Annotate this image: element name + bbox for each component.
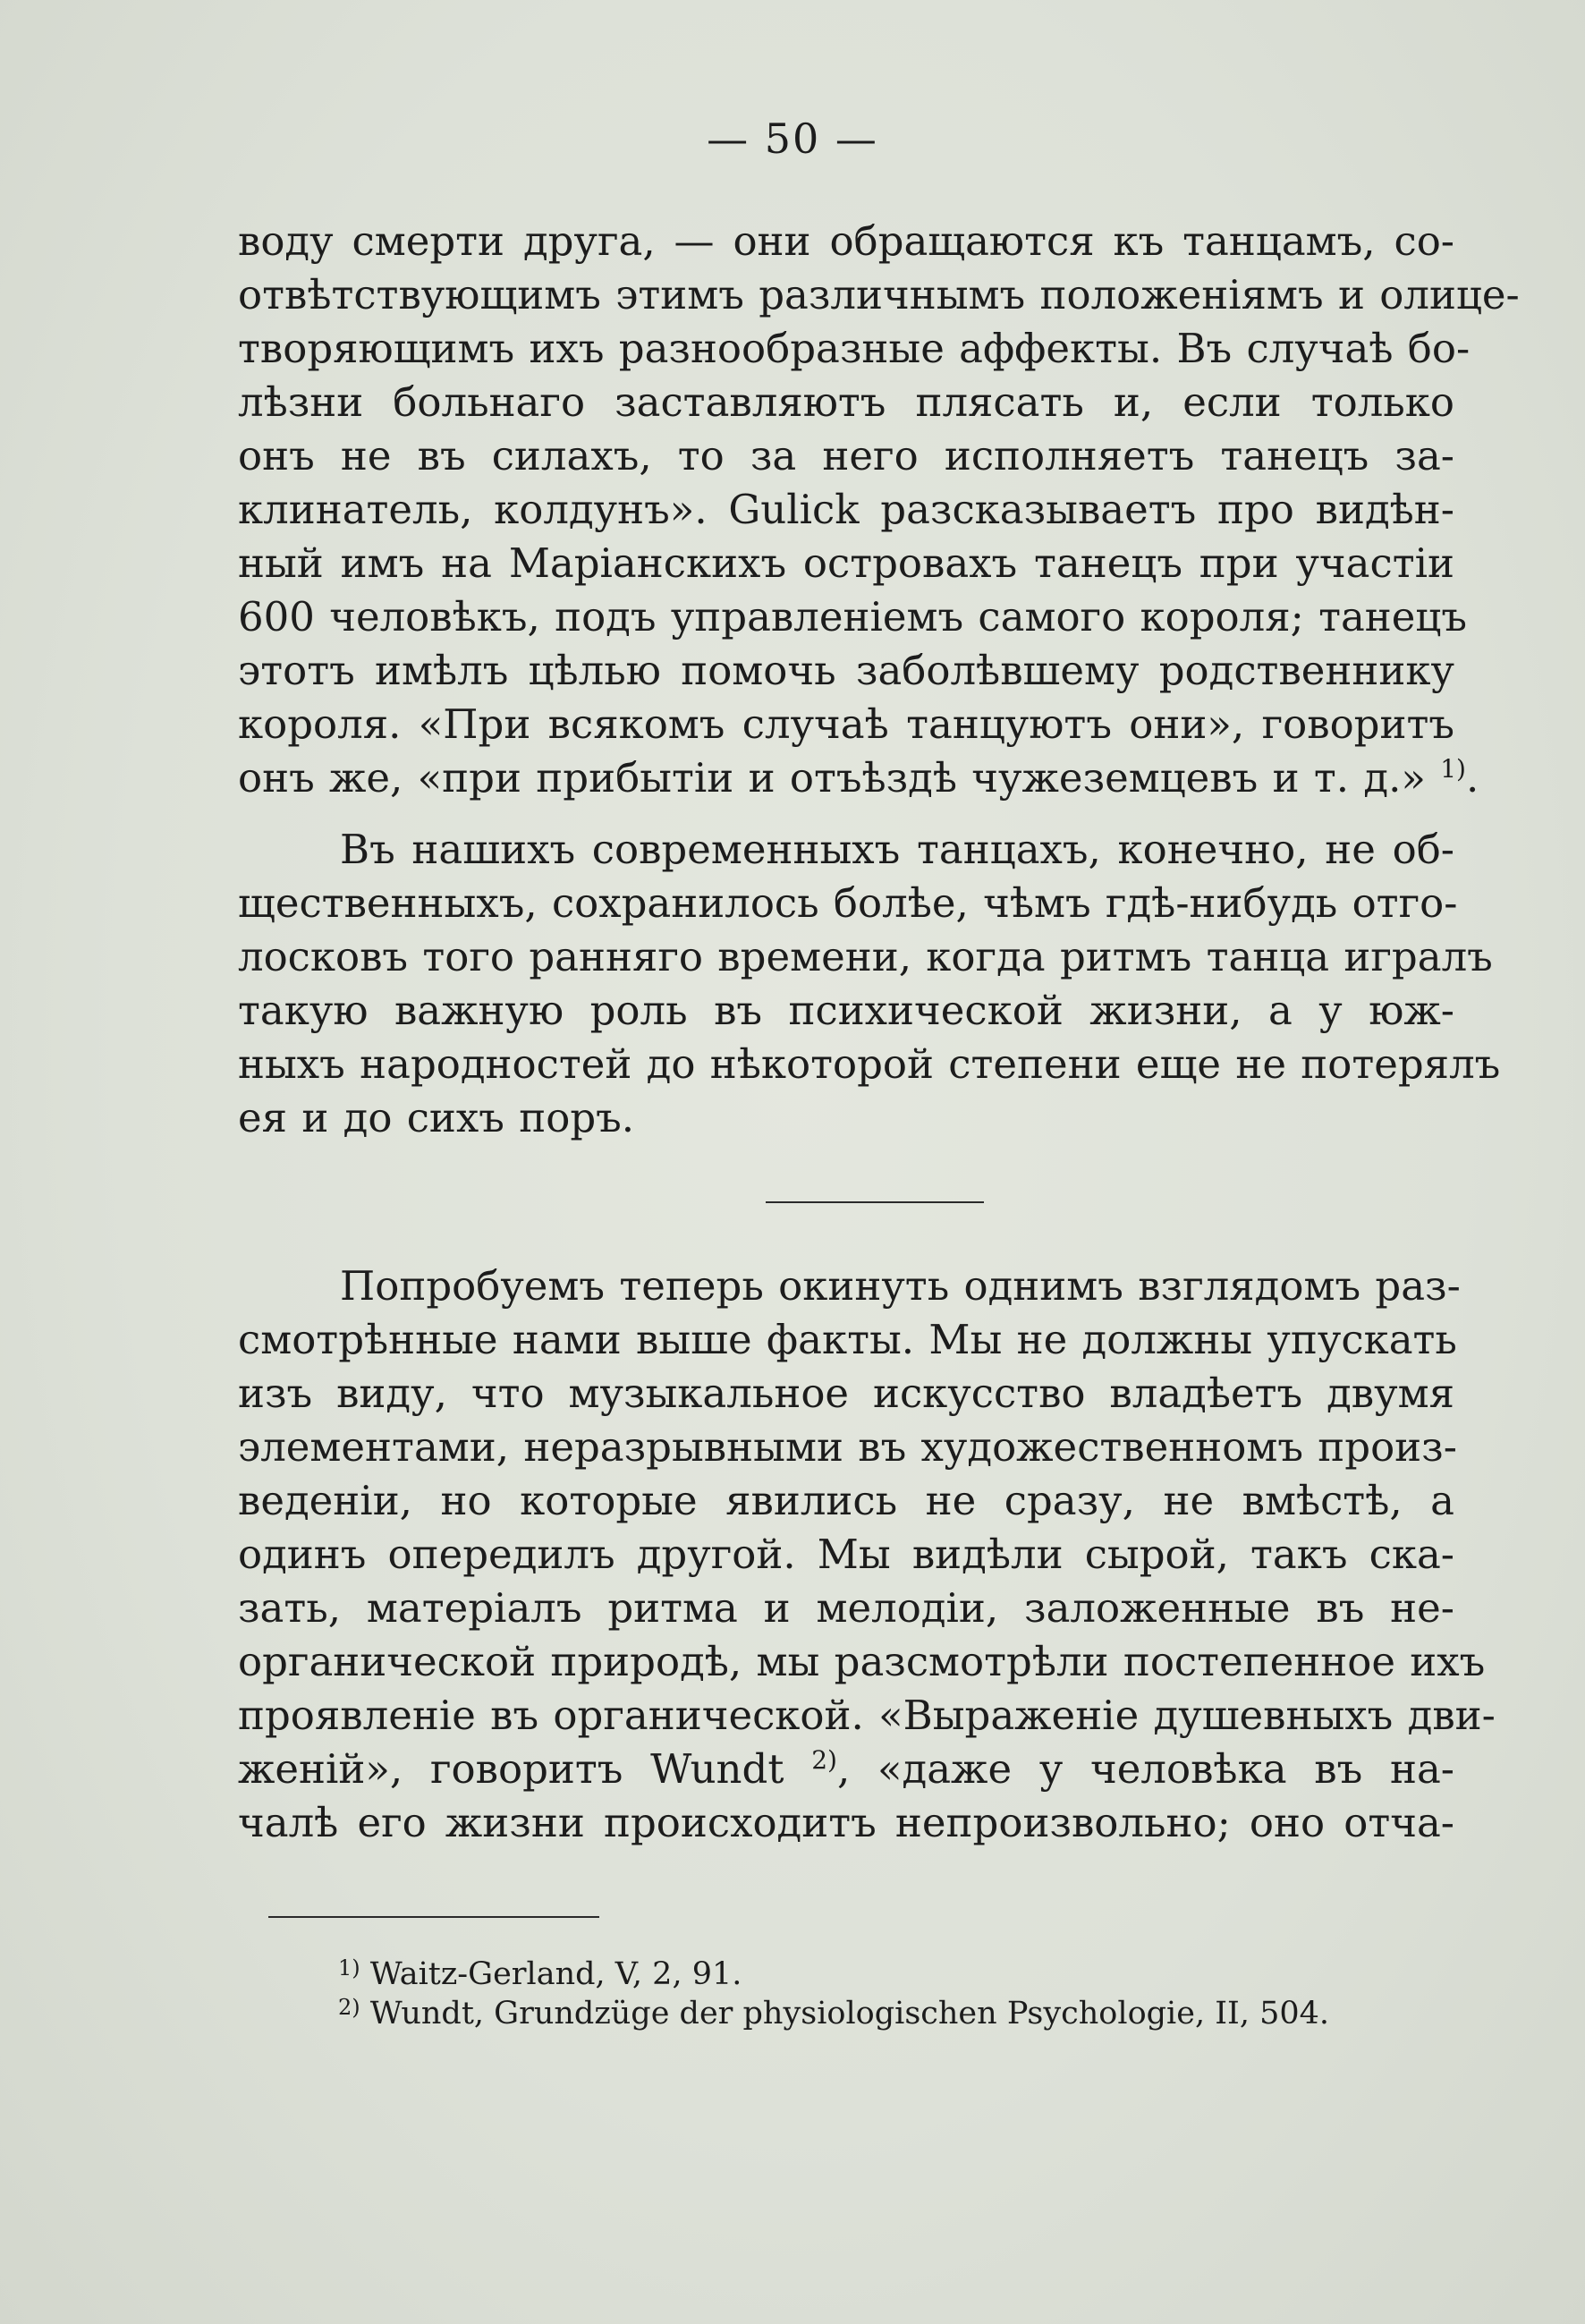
text-line: такую важную роль въ психической жизни, а у юж- xyxy=(238,987,1454,1034)
text-line: 600 человѣкъ, подъ управленіемъ самого короля; танецъ xyxy=(238,593,1467,640)
text-line: веденіи, но которые явились не сразу, не вмѣстѣ, а xyxy=(238,1477,1454,1524)
text-line: проявленіе въ органической. «Выраженіе душевныхъ дви- xyxy=(238,1692,1496,1739)
text-line: ный имъ на Маріанскихъ островахъ танецъ при участіи xyxy=(238,539,1454,587)
footnote-mark: 2) xyxy=(338,1995,360,2020)
text-fragment: онъ же, «при прибытіи и отъѣздѣ чужеземцевъ и т. д.» xyxy=(238,754,1426,802)
text-line: отвѣтствующимъ этимъ различнымъ положеніямъ и олице- xyxy=(238,271,1520,318)
text-line: одинъ опередилъ другой. Мы видѣли сырой, такъ ска- xyxy=(238,1531,1454,1578)
text-line: онъ же, «при прибытіи и отъѣздѣ чужеземцевъ и т. д.» $^{1)}$. xyxy=(238,754,1479,802)
footnote-rule xyxy=(268,1916,599,1918)
footnote-mark: 1) xyxy=(338,1955,360,1980)
footnote-ref: 2) xyxy=(811,1745,837,1775)
footnote-ref: 1) xyxy=(1440,754,1466,784)
text-line: клинатель, колдунъ». Gulick разсказываетъ про видѣн- xyxy=(238,486,1454,533)
text-line: лосковъ того ранняго времени, когда ритмъ танца игралъ xyxy=(238,933,1493,980)
text-line: щественныхъ, сохранилось болѣе, чѣмъ гдѣ-нибудь отго- xyxy=(238,879,1458,927)
text-fragment: , «даже у человѣка въ на- xyxy=(836,1745,1454,1793)
text-line: элементами, неразрывными въ художественномъ произ- xyxy=(238,1423,1457,1471)
text-line: смотрѣнные нами выше факты. Мы не должны упускать xyxy=(238,1316,1457,1363)
text-line: этотъ имѣлъ цѣлью помочь заболѣвшему родственнику xyxy=(238,647,1454,694)
footnote-2 xyxy=(338,1988,1329,2033)
text-line: ныхъ народностей до нѣкоторой степени еще не потерялъ xyxy=(238,1040,1501,1088)
text-line: зать, матеріалъ ритма и мелодіи, заложенные въ не- xyxy=(238,1584,1454,1632)
section-divider xyxy=(766,1201,984,1203)
page-number: — 50 — xyxy=(707,115,878,163)
text-line: онъ не въ силахъ, то за него исполняетъ танецъ за- xyxy=(238,432,1454,479)
text-line: изъ виду, что музыкальное искусство владѣетъ двумя xyxy=(238,1370,1454,1417)
text-line: Въ нашихъ современныхъ танцахъ, конечно, не об- xyxy=(340,826,1454,873)
text-line: короля. «При всякомъ случаѣ танцуютъ они», говоритъ xyxy=(238,700,1454,748)
text-line: ея и до сихъ поръ. xyxy=(238,1094,635,1141)
text-line: чалѣ его жизни происходитъ непроизвольно; оно отча- xyxy=(238,1799,1454,1846)
text-line: лѣзни больнаго заставляютъ плясать и, если только xyxy=(238,378,1454,426)
text-line: органической природѣ, мы разсмотрѣли постепенное ихъ xyxy=(238,1638,1486,1685)
footnote-text: Waitz-Gerland, V, 2, 91. xyxy=(369,1956,742,1992)
text-line: воду смерти друга, — они обращаются къ танцамъ, со- xyxy=(238,217,1454,265)
text-fragment: женій», говоритъ Wundt xyxy=(238,1745,784,1793)
footnote-text: Wundt, Grundzüge der physiologischen Psychologie, II, 504. xyxy=(369,1996,1330,2031)
text-line xyxy=(238,1744,1454,1794)
text-line: Попробуемъ теперь окинуть однимъ взглядомъ раз- xyxy=(340,1262,1461,1310)
text-line: творяющимъ ихъ разнообразные аффекты. Въ случаѣ бо- xyxy=(238,325,1471,372)
